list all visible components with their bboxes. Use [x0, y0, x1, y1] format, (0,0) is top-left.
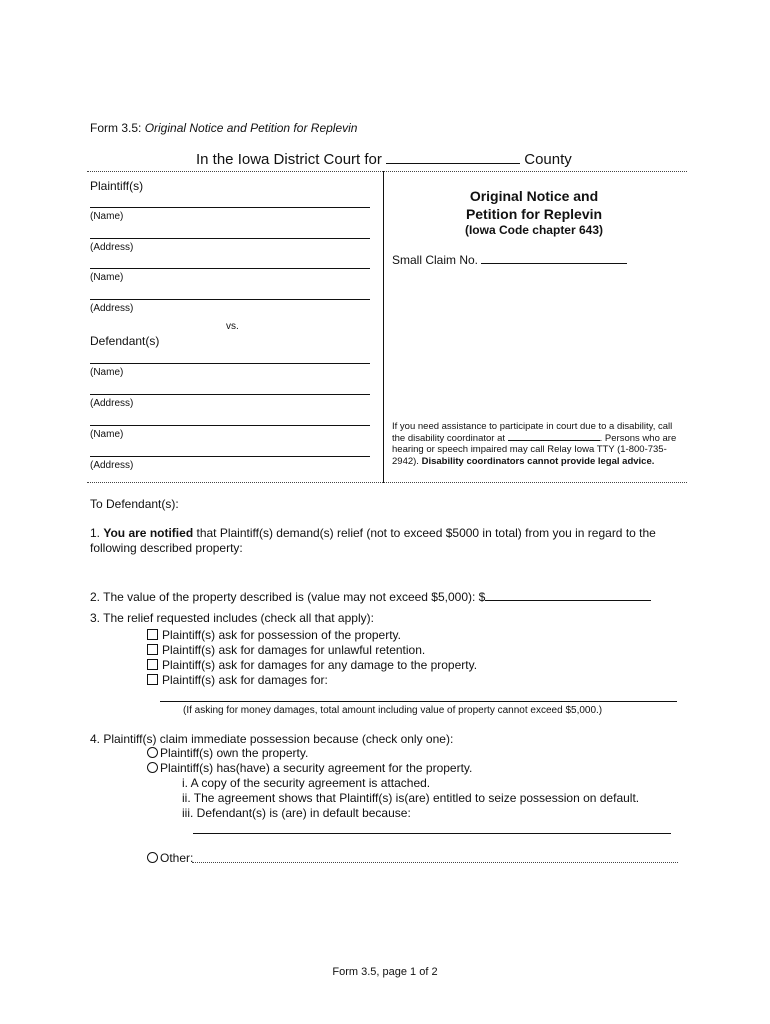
- checkbox[interactable]: [147, 659, 158, 670]
- relief-option[interactable]: [147, 628, 477, 643]
- title-line-1: Original Notice and: [469, 188, 599, 204]
- address-label: (Address): [90, 460, 134, 471]
- item-3-text: 3. The relief requested includes (check all that apply):: [90, 611, 374, 625]
- item-2: [90, 590, 651, 604]
- relief-option[interactable]: [147, 643, 477, 658]
- radio-button[interactable]: [147, 852, 158, 863]
- other-option[interactable]: [147, 851, 193, 865]
- plaintiff-address-line-2[interactable]: [90, 299, 370, 300]
- item-4-text: 4. Plaintiff(s) claim immediate possession because (check only one):: [90, 732, 454, 746]
- title-line-2: Petition for Replevin: [465, 206, 603, 222]
- name-label: (Name): [90, 272, 124, 283]
- defendant-name-line-1[interactable]: [90, 363, 370, 364]
- defendants-label: Defendant(s): [90, 334, 160, 348]
- item-1-number: 1.: [90, 526, 101, 540]
- name-label: (Name): [90, 211, 124, 222]
- form-number: Form 3.5:: [90, 121, 145, 135]
- defendant-name-line-2[interactable]: [90, 425, 370, 426]
- checkbox[interactable]: [147, 674, 158, 685]
- to-defendants-label: To Defendant(s):: [90, 497, 179, 511]
- name-label: (Name): [90, 367, 124, 378]
- form-header-title: Original Notice and Petition for Replevin: [144, 121, 358, 135]
- possession-option[interactable]: [147, 761, 472, 776]
- county-field[interactable]: [386, 163, 520, 164]
- vs-label: vs.: [226, 321, 239, 332]
- security-sub-options: [182, 776, 639, 821]
- item-1: [90, 526, 680, 556]
- plaintiff-name-line-1[interactable]: [90, 207, 370, 208]
- item-2-text: 2. The value of the property described is (value may not exceed $5,000): $: [90, 590, 486, 604]
- plaintiff-name-line-2[interactable]: [90, 268, 370, 269]
- relief-option[interactable]: [147, 673, 477, 688]
- caption-bottom-border: [87, 482, 687, 483]
- sub-option: iii. Defendant(s) is (are) in default because:: [182, 806, 411, 820]
- possession-options: [147, 746, 472, 776]
- relief-option-label: Plaintiff(s) ask for possession of the property.: [162, 628, 401, 642]
- form-header: [90, 121, 357, 135]
- document-title: [384, 187, 684, 238]
- page-footer: Form 3.5, page 1 of 2: [332, 966, 438, 978]
- sub-option: ii. The agreement shows that Plaintiff(s) is(are) entitled to seize possession on default.: [182, 791, 640, 805]
- possession-option[interactable]: [147, 746, 472, 761]
- small-claim-number: [392, 253, 627, 267]
- defendant-address-line-2[interactable]: [90, 456, 370, 457]
- item-1-bold: You are notified: [103, 526, 194, 540]
- plaintiffs-label: Plaintiff(s): [90, 179, 144, 193]
- disability-text-2: . Persons who are hearing or speech impaired may call Relay Iowa TTY (1-800-735-2942).: [392, 432, 677, 467]
- small-claim-number-field[interactable]: [481, 263, 627, 264]
- relief-option[interactable]: [147, 658, 477, 673]
- possession-option-label: Plaintiff(s) has(have) a security agreement for the property.: [160, 761, 473, 775]
- plaintiff-address-line-1[interactable]: [90, 238, 370, 239]
- disability-notice: [392, 421, 680, 467]
- relief-option-label: Plaintiff(s) ask for damages for:: [162, 673, 328, 687]
- radio-button[interactable]: [147, 747, 158, 758]
- address-label: (Address): [90, 398, 134, 409]
- checkbox[interactable]: [147, 644, 158, 655]
- damages-note: (If asking for money damages, total amount including value of property cannot exceed $5,000.): [183, 705, 603, 716]
- coordinator-phone-field[interactable]: [508, 440, 600, 441]
- caption-top-border: [87, 171, 687, 172]
- disability-warning: Disability coordinators cannot provide legal advice.: [421, 455, 655, 467]
- checkbox[interactable]: [147, 629, 158, 640]
- address-label: (Address): [90, 242, 134, 253]
- name-label: (Name): [90, 429, 124, 440]
- relief-option-label: Plaintiff(s) ask for damages for unlawful retention.: [162, 643, 426, 657]
- radio-button[interactable]: [147, 762, 158, 773]
- possession-option-label: Plaintiff(s) own the property.: [160, 746, 309, 760]
- item-1-text: that Plaintiff(s) demand(s) relief (not to exceed $5000 in total) from you in regard to the following described property:: [90, 526, 656, 555]
- court-line: [196, 151, 572, 168]
- sub-option: i. A copy of the security agreement is attached.: [182, 776, 431, 790]
- other-reason-line[interactable]: [192, 862, 678, 863]
- relief-options: [147, 628, 477, 688]
- property-value-field[interactable]: [485, 600, 651, 601]
- address-label: (Address): [90, 303, 134, 314]
- relief-option-label: Plaintiff(s) ask for damages for any damage to the property.: [162, 658, 478, 672]
- damages-description-line[interactable]: [160, 701, 677, 702]
- disability-text: If you need assistance to participate in court due to a disability, call the disability coordinator at: [392, 421, 673, 444]
- court-prefix: In the Iowa District Court for: [196, 151, 382, 168]
- defendant-address-line-1[interactable]: [90, 394, 370, 395]
- court-suffix: County: [524, 151, 572, 168]
- small-claim-label: Small Claim No.: [392, 253, 479, 267]
- other-label: Other:: [160, 851, 194, 865]
- title-statute: (Iowa Code chapter 643): [464, 223, 604, 237]
- default-reason-line[interactable]: [193, 833, 671, 834]
